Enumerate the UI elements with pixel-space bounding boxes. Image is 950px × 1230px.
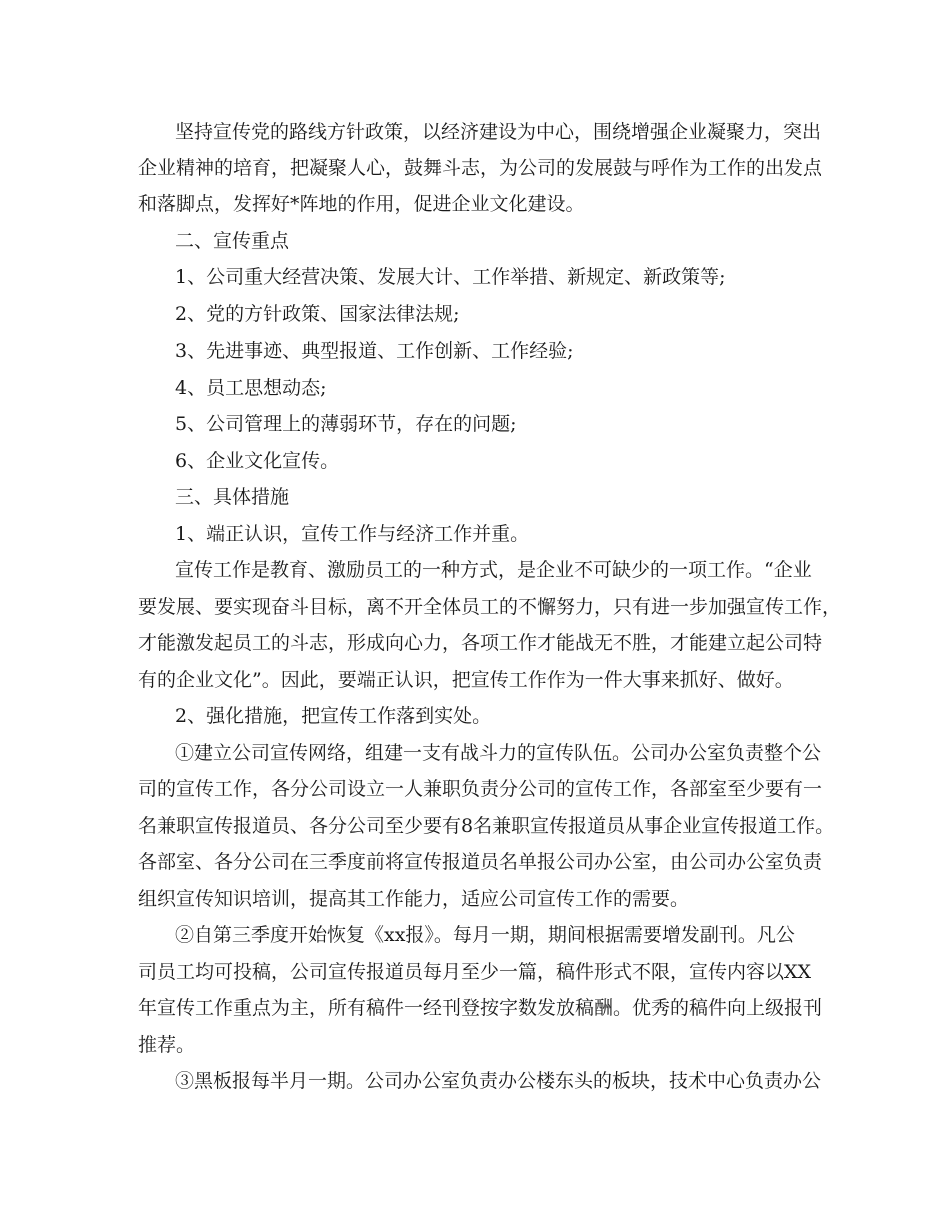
list-item: 3、先进事迹、典型报道、工作创新、工作经验; — [175, 340, 574, 362]
subsection-heading: 2、强化措施，把宣传工作落到实处。 — [175, 705, 492, 727]
list-item: 4、员工思想动态; — [175, 377, 327, 399]
list-item: 5、公司管理上的薄弱环节，存在的问题; — [175, 413, 517, 435]
section-heading: 三、具体措施 — [175, 486, 290, 508]
paragraph-line: 名兼职宣传报道员、各分公司至少要有8名兼职宣传报道员从事企业宣传报道工作。 — [138, 815, 835, 837]
list-item: 1、公司重大经营决策、发展大计、工作举措、新规定、新政策等; — [175, 266, 726, 288]
paragraph-line: 年宣传工作重点为主，所有稿件一经刊登按字数发放稿酬。优秀的稿件向上级报刊 — [138, 997, 823, 1019]
paragraph-line: 企业精神的培育，把凝聚人心，鼓舞斗志，为公司的发展鼓与呼作为工作的出发点 — [138, 157, 823, 179]
paragraph-line: 才能激发起员工的斗志，形成向心力，各项工作才能战无不胜，才能建立起公司特 — [138, 632, 823, 654]
subsection-heading: 1、端正认识，宣传工作与经济工作并重。 — [175, 523, 530, 545]
paragraph-line: 各部室、各分公司在三季度前将宣传报道员名单报公司办公室，由公司办公室负责 — [138, 851, 823, 873]
paragraph-line: ③黑板报每半月一期。公司办公室负责办公楼东头的板块，技术中心负责办公 — [175, 1070, 822, 1092]
paragraph-line: 司员工均可投稿，公司宣传报道员每月至少一篇，稿件形式不限，宣传内容以XX — [138, 961, 812, 983]
paragraph-line: 和落脚点，发挥好*阵地的作用，促进企业文化建设。 — [138, 193, 585, 215]
paragraph-line: 坚持宣传党的路线方针政策，以经济建设为中心，围绕增强企业凝聚力，突出 — [175, 121, 822, 143]
paragraph-line: 组织宣传知识培训，提高其工作能力，适应公司宣传工作的需要。 — [138, 888, 690, 910]
paragraph-line: 推荐。 — [138, 1034, 196, 1056]
paragraph-line: 要发展、要实现奋斗目标，离不开全体员工的不懈努力，只有进一步加强宣传工作， — [138, 596, 842, 618]
paragraph-line: 有的企业文化”。因此，要端正认识，把宣传工作作为一件大事来抓好、做好。 — [138, 669, 794, 691]
list-item: 6、企业文化宣传。 — [175, 450, 340, 472]
paragraph-line: 司的宣传工作，各分公司设立一人兼职负责分公司的宣传工作，各部室至少要有一 — [138, 778, 823, 800]
paragraph-line: 宣传工作是教育、激励员工的一种方式，是企业不可缺少的一项工作。“企业 — [175, 559, 812, 581]
paragraph-line: ①建立公司宣传网络，组建一支有战斗力的宣传队伍。公司办公室负责整个公 — [175, 742, 822, 764]
section-heading: 二、宣传重点 — [175, 230, 290, 252]
paragraph-line: ②自第三季度开始恢复《xx报》。每月一期，期间根据需要增发副刊。凡公 — [175, 924, 795, 946]
list-item: 2、党的方针政策、国家法律法规; — [175, 303, 460, 325]
